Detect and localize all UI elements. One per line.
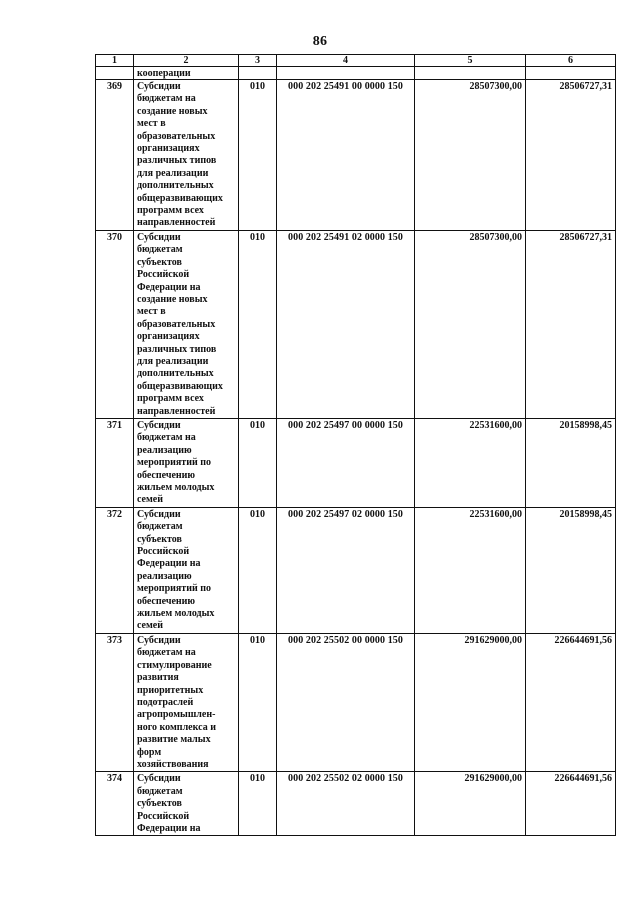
continuation-code [239,67,277,80]
row-name-line: организациях [137,331,200,343]
row-name-line: образовательных [137,130,216,142]
row-name-line: обеспечению [137,469,196,481]
table-row [96,418,616,507]
row-name-line: бюджетам [137,244,183,256]
row-actual-amount: 226644691,56 [526,633,616,771]
row-name-line: различных типов [137,343,217,355]
row-planned-amount: 22531600,00 [415,418,526,507]
row-name-line: Субсидии [137,508,181,520]
row-planned-amount: 291629000,00 [415,772,526,836]
row-name-line: жильем молодых [137,608,215,620]
row-name-line: для реализации [137,167,209,179]
budget-table [95,54,616,836]
row-number: 372 [96,507,134,633]
row-name [134,507,239,633]
continuation-kbk [277,67,415,80]
row-name-line: образовательных [137,318,216,330]
table-header [96,55,616,67]
row-actual-amount: 20158998,45 [526,507,616,633]
row-code: 010 [239,80,277,231]
header-col-3: 3 [239,55,277,67]
row-name-line: создание новых [137,293,208,305]
row-code: 010 [239,772,277,836]
row-number: 370 [96,230,134,418]
row-name-line: субъектов [137,798,182,810]
table-row [96,633,616,771]
table-row [96,230,616,418]
row-name-line: стимулирование [137,659,212,671]
row-name-line: бюджетам [137,521,183,533]
row-code: 010 [239,418,277,507]
row-name [134,633,239,771]
row-name-line: субъектов [137,256,182,268]
row-name-line: программ всех [137,205,204,217]
row-name-line: бюджетам на [137,93,196,105]
row-number: 374 [96,772,134,836]
row-planned-amount: 28507300,00 [415,80,526,231]
row-name-line: Субсидии [137,634,181,646]
row-name-line: приоритетных [137,684,204,696]
row-name [134,230,239,418]
continuation-planned [415,67,526,80]
continuation-num [96,67,134,80]
row-name-line: обеспечению [137,595,196,607]
header-col-4: 4 [277,55,415,67]
row-kbk: 000 202 25491 02 0000 150 [277,230,415,418]
row-name-line: семей [137,620,164,632]
continuation-row [96,67,616,80]
row-name-line: мест в [137,118,166,130]
row-name-line: семей [137,494,164,506]
row-name-line: ного комплекса и [137,721,216,733]
row-name [134,772,239,836]
row-actual-amount: 28506727,31 [526,80,616,231]
row-name-line: бюджетам [137,785,183,797]
table-row [96,507,616,633]
row-kbk: 000 202 25502 00 0000 150 [277,633,415,771]
row-name-line: программ всех [137,393,204,405]
row-name-line: направленностей [137,217,216,229]
row-name-line: общеразвивающих [137,192,223,204]
row-name-line: мероприятий по [137,583,212,595]
row-kbk: 000 202 25502 02 0000 150 [277,772,415,836]
page-number: 86 [312,34,328,49]
row-code: 010 [239,633,277,771]
header-col-5: 5 [415,55,526,67]
row-planned-amount: 28507300,00 [415,230,526,418]
row-number: 369 [96,80,134,231]
row-code: 010 [239,507,277,633]
table-body [96,67,616,836]
row-name-line: направленностей [137,405,216,417]
row-name-line: дополнительных [137,180,214,192]
row-name-line: развитие малых [137,734,211,746]
row-name-line: агропромышлен- [137,709,216,721]
row-name-line: Субсидии [137,81,181,92]
row-name-line: общеразвивающих [137,380,223,392]
row-name-line: развития [137,672,179,684]
row-code: 010 [239,230,277,418]
row-name-line: создание новых [137,105,208,117]
row-name-line: Субсидии [137,419,181,431]
row-name-line: Российской [137,546,190,558]
row-number: 371 [96,418,134,507]
row-name-line: хозяйствования [137,758,209,770]
header-row [96,55,616,67]
row-actual-amount: 28506727,31 [526,230,616,418]
row-kbk: 000 202 25497 00 0000 150 [277,418,415,507]
row-name-line: жильем молодых [137,482,215,493]
row-name-line: для реализации [137,355,209,367]
row-name-line: различных типов [137,155,217,167]
row-name-line: бюджетам на [137,647,196,659]
row-name-line: форм [137,746,162,758]
row-name-line: организациях [137,143,200,155]
row-name-line: Российской [137,810,190,822]
header-col-2: 2 [134,55,239,67]
row-name-line: мест в [137,306,166,318]
header-col-1: 1 [96,55,134,67]
continuation-name: кооперации [134,67,239,80]
row-kbk: 000 202 25497 02 0000 150 [277,507,415,633]
continuation-actual [526,67,616,80]
row-name-line: Федерации на [137,822,201,834]
row-actual-amount: 20158998,45 [526,418,616,507]
row-name-line: Федерации на [137,558,201,570]
row-name-line: подотраслей [137,696,194,708]
row-kbk: 000 202 25491 00 0000 150 [277,80,415,231]
row-name-line: Субсидии [137,231,181,243]
row-number: 373 [96,633,134,771]
row-name-line: бюджетам на [137,432,196,444]
row-actual-amount: 226644691,56 [526,772,616,836]
header-col-6: 6 [526,55,616,67]
row-name [134,418,239,507]
row-name-line: Субсидии [137,773,181,785]
row-name-line: субъектов [137,533,182,545]
row-name-line: реализацию [137,570,192,582]
row-planned-amount: 22531600,00 [415,507,526,633]
table-row [96,772,616,836]
row-name-line: мероприятий по [137,457,212,469]
row-name-line: Федерации на [137,281,201,293]
row-name-line: Российской [137,269,190,281]
row-planned-amount: 291629000,00 [415,633,526,771]
row-name-line: дополнительных [137,368,214,380]
row-name [134,80,239,231]
row-name-line: реализацию [137,444,192,456]
table-row [96,80,616,231]
